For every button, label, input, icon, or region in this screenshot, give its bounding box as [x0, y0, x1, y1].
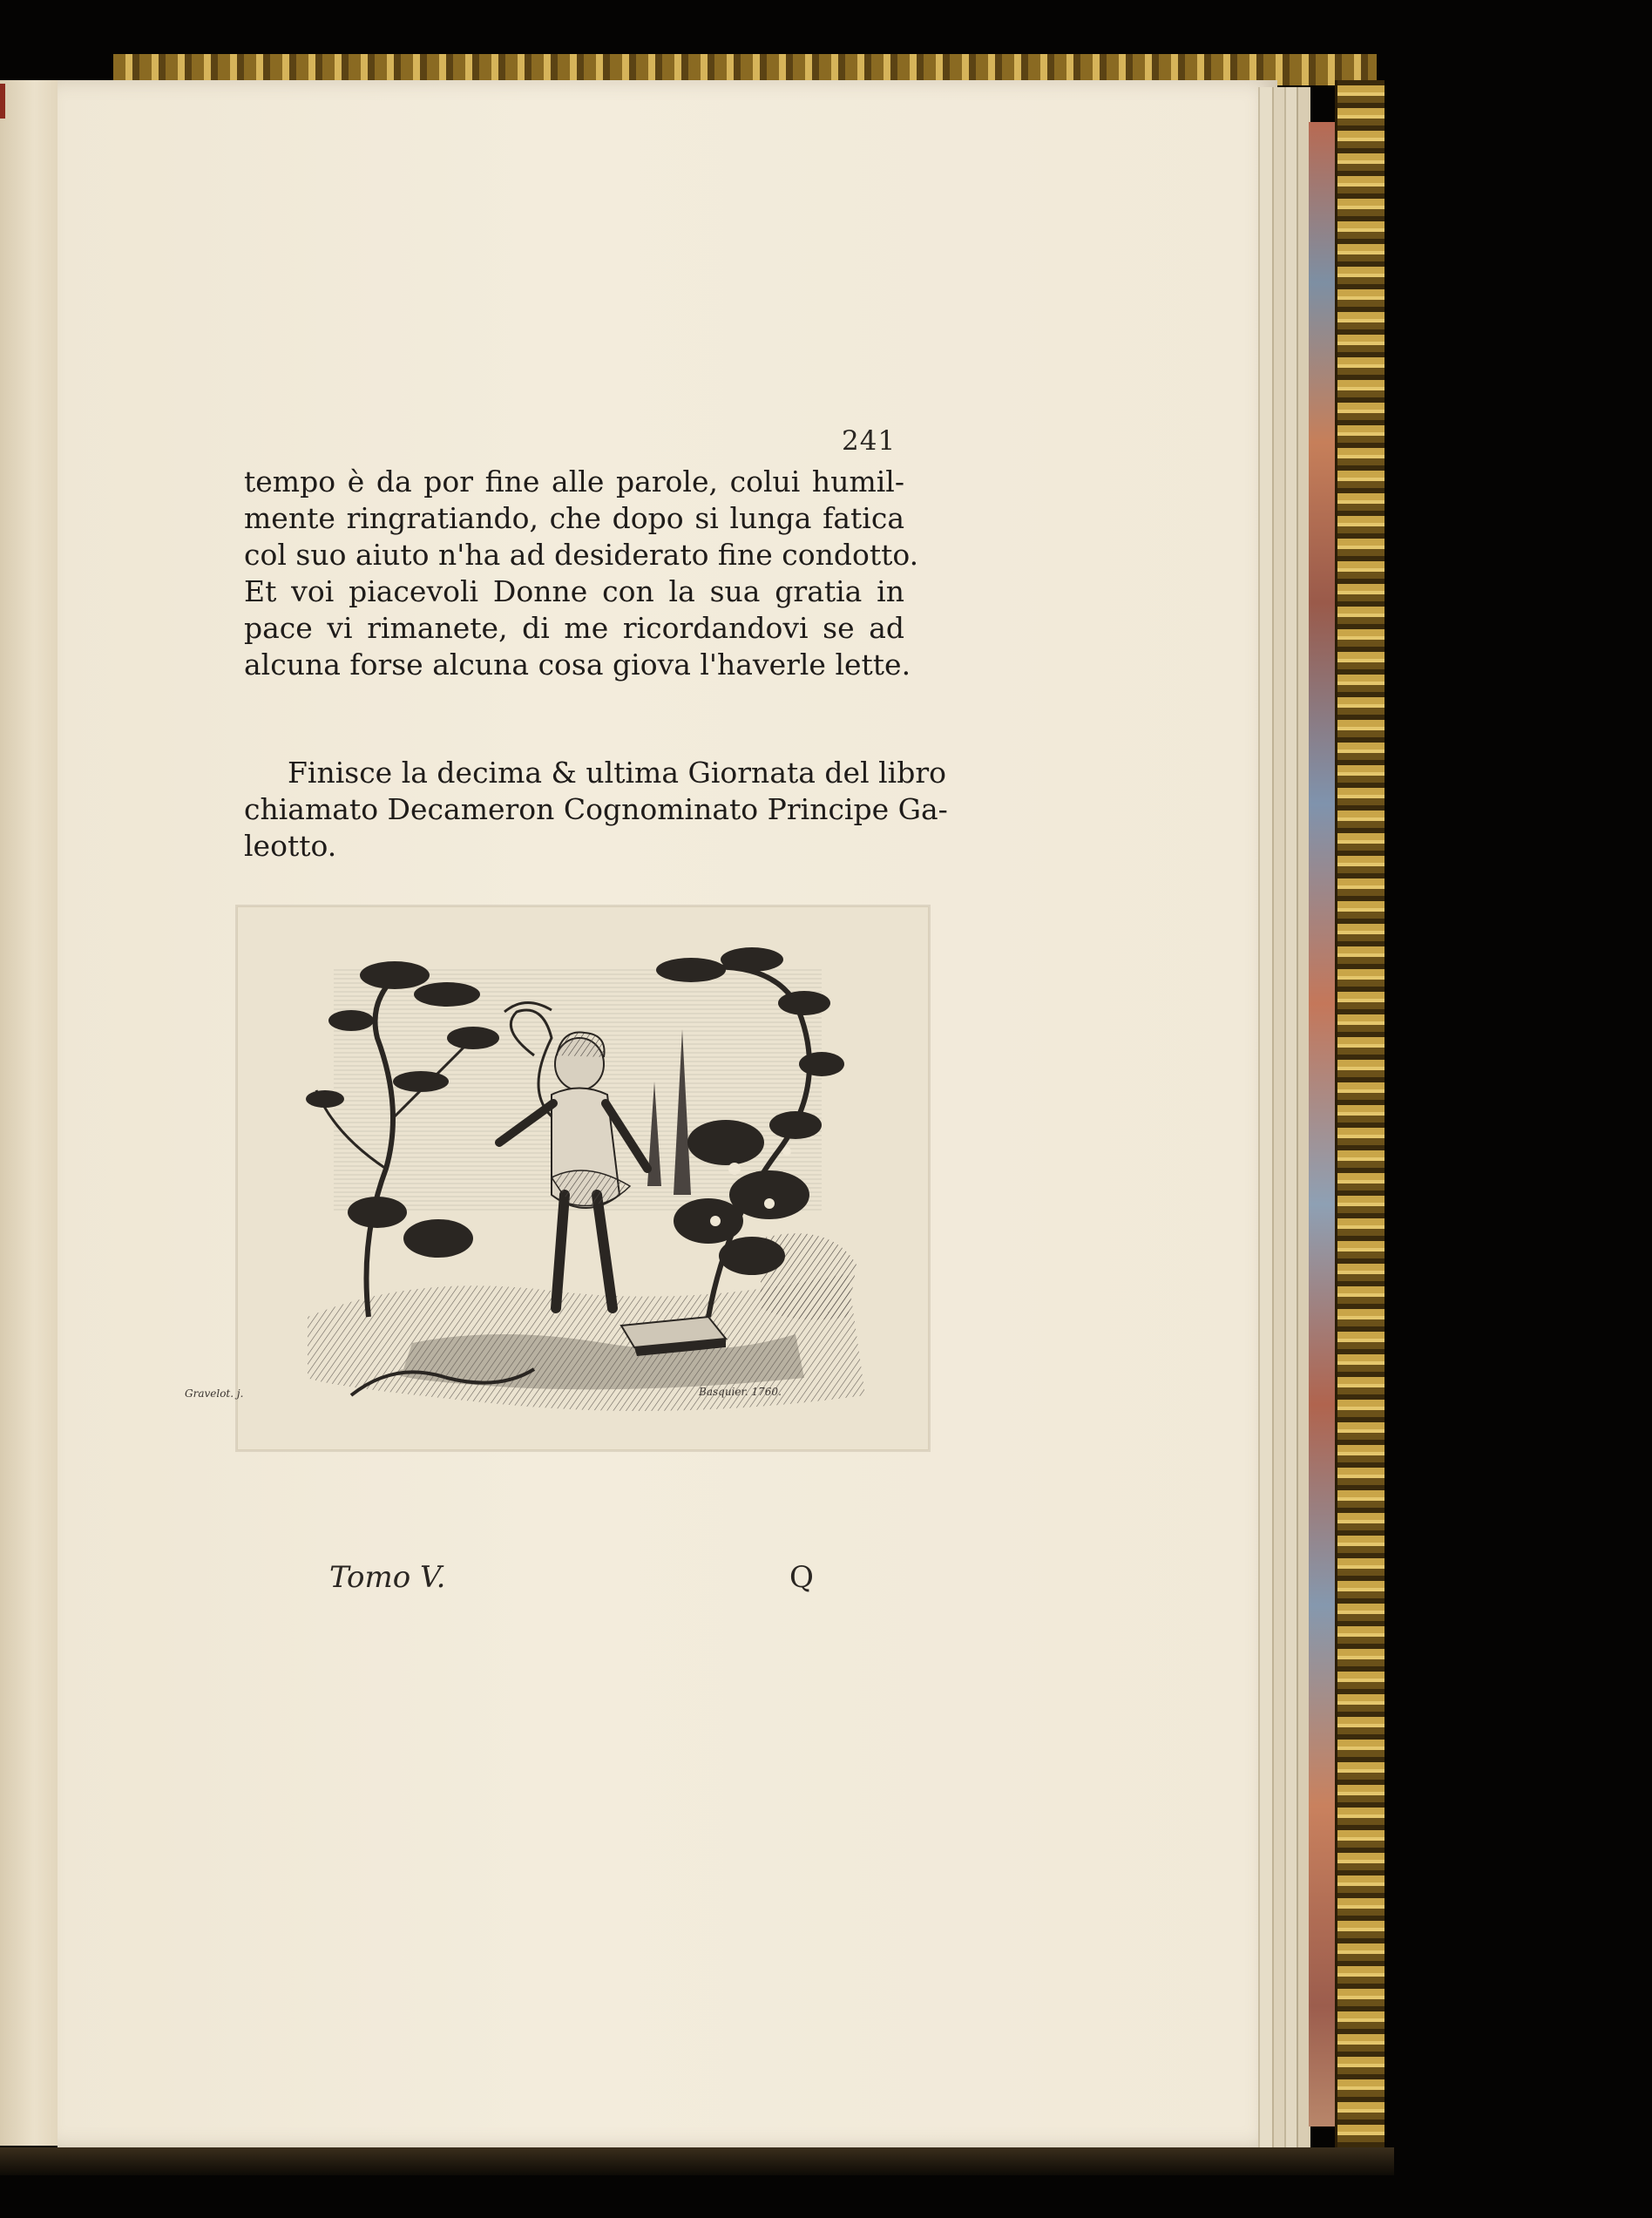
- text-line: alcuna forse alcuna cosa giova l'haverle lette.: [244, 648, 911, 682]
- engraver-signature: Gravelot. j.: [185, 1387, 244, 1400]
- text-line: col suo aiuto n'ha ad desiderato fine condotto.: [244, 538, 919, 572]
- facing-page-edge: [0, 80, 60, 2146]
- text-line: chiamato Decameron Cognominato Principe Ga-: [244, 792, 948, 826]
- cherub-engraving-illustration: [238, 907, 928, 1449]
- binding-ribbon: [0, 84, 5, 119]
- text-line: Finisce la decima & ultima Giornata del libro: [288, 756, 946, 790]
- text-line: Et voi piacevoli Donne con la sua gratia in: [244, 574, 904, 608]
- engraving-plate: [237, 906, 929, 1450]
- marbled-edge: [1309, 122, 1335, 2126]
- engraver-signature: Basquier. 1760.: [699, 1386, 782, 1398]
- colophon: [244, 755, 948, 865]
- text-line: pace vi rimanete, di me ricordandovi se ad: [244, 611, 904, 645]
- gilt-spine-edge: [1335, 80, 1385, 2163]
- text-line: leotto.: [244, 829, 337, 863]
- volume-label: Tomo V.: [329, 1560, 446, 1595]
- closing-paragraph: [244, 464, 919, 683]
- text-line: tempo è da por fine alle parole, colui humil-: [244, 465, 904, 499]
- text-line: mente ringratiando, che dopo si lunga fatica: [244, 501, 904, 535]
- signature-mark: Q: [789, 1560, 814, 1595]
- binding-bottom: [0, 2147, 1394, 2175]
- page-number: 241: [842, 425, 897, 457]
